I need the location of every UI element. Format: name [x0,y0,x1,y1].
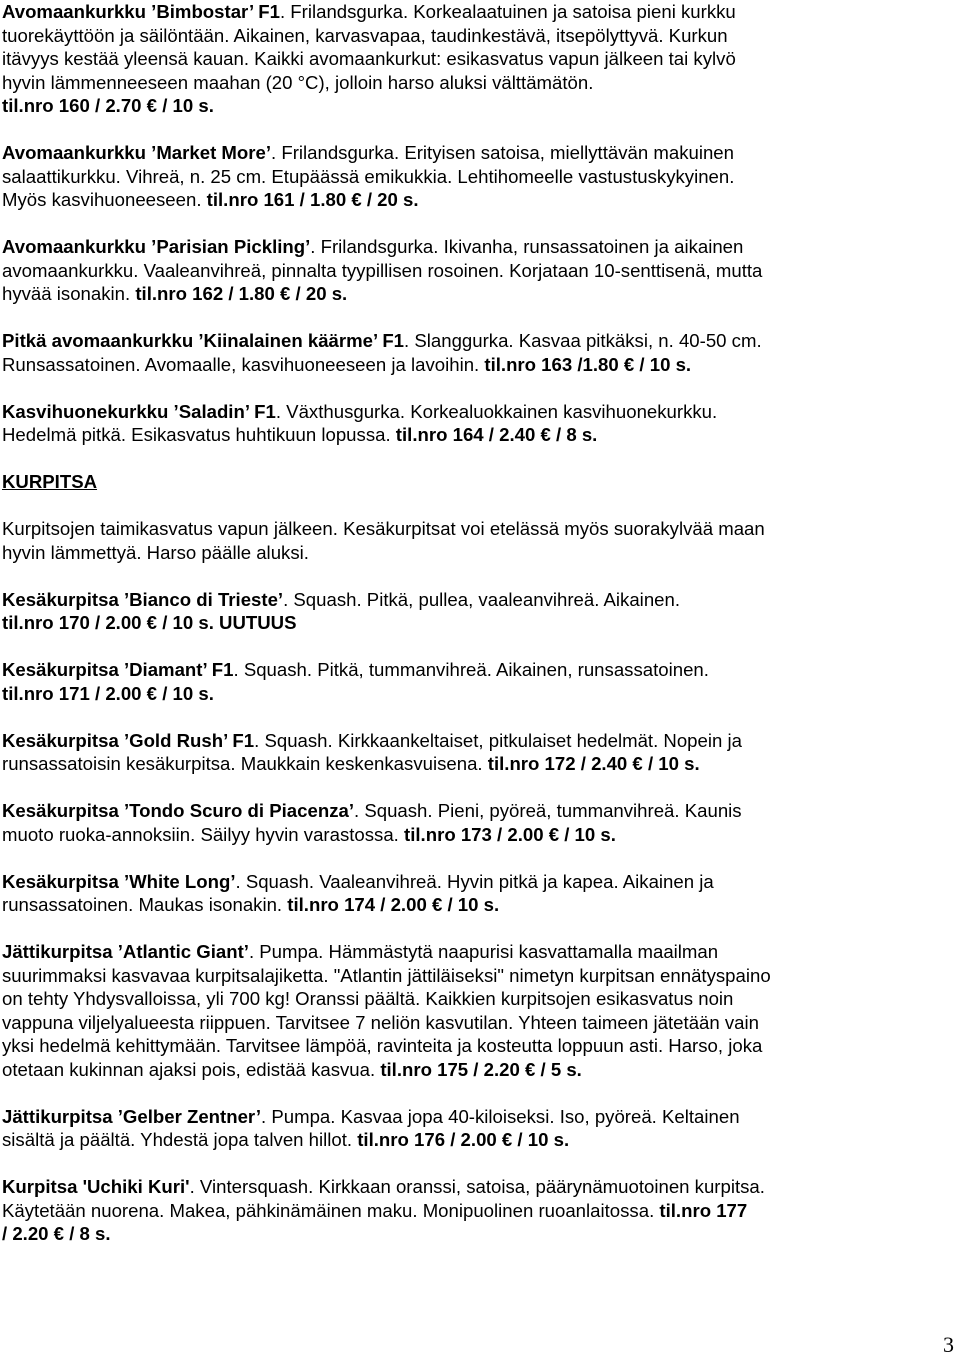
product-entry [2,870,952,917]
bold-text: Avomaankurkku ’Bimbostar’ F1 [2,1,280,22]
product-entry [2,400,952,447]
bold-text: Kesäkurpitsa ’Diamant’ F1 [2,659,234,680]
product-entry [2,658,952,705]
text-line [2,353,952,377]
text-line [2,1034,952,1058]
body-text: hyvin lämmenneeseen maahan (20 °C), jolloin harso aluksi välttämätön. [2,71,594,93]
body-text: on tehty Yhdysvalloissa, yli 700 kg! Oranssi päältä. Kaikkien kurpitsojen esikasvatus noin [2,988,734,1009]
body-text: . Vintersquash. Kirkkaan oranssi, satoisa, päärynämuotoinen kurpitsa. [189,1176,765,1197]
text-line [2,729,952,753]
body-text: sisältä ja päältä. Yhdestä jopa talven hillot. [2,1129,358,1150]
text-line [2,588,952,612]
bold-text: til.nro 164 / 2.40 € / 8 s. [395,424,598,445]
bold-text: til.nro 172 / 2.40 € / 10 s. [487,753,700,774]
text-line [2,47,952,71]
bold-text: til.nro 170 / 2.00 € / 10 s. UUTUUS [2,612,297,633]
text-line [2,282,952,306]
bold-text: Pitkä avomaankurkku ’Kiinalainen käärme’ F1 [2,330,405,351]
bold-text: til.nro 160 / 2.70 € / 10 s. [2,95,214,116]
bold-text: Kesäkurpitsa ’Tondo Scuro di Piacenza’ [2,800,354,821]
body-text: . Frilandsgurka. Ikivanha, runsassatoinen ja aikainen [310,236,744,257]
body-text: . Slanggurka. Kasvaa pitkäksi, n. 40-50 cm. [404,330,762,351]
text-line [2,682,952,706]
body-text: Myös kasvihuoneeseen. [2,189,207,210]
body-text: yksi hedelmä kehittymään. Tarvitsee lämpöä, ravinteita ja kosteutta loppuun asti. Harso, joka [2,1035,763,1056]
body-text: runsassatoisin kesäkurpitsa. Maukkain keskenkasvuisena. [2,753,488,774]
body-text: . Squash. Pitkä, tummanvihreä. Aikainen, runsassatoinen. [233,659,709,680]
text-line [2,1175,952,1199]
text-line [2,752,952,776]
product-entry [2,1105,952,1152]
text-line [2,1222,952,1246]
body-text: avomaankurkku. Vaaleanvihreä, pinnalta tyypillisen rosoinen. Korjataan 10-senttisenä, mutta [2,259,763,281]
body-text: otetaan kukinnan ajaksi pois, edistää kasvua. [2,1058,381,1080]
bold-text: til.nro 163 /1.80 € / 10 s. [484,353,692,375]
text-line [2,24,952,48]
product-entry [2,329,952,376]
text-line [2,1011,952,1035]
body-text: Hedelmä pitkä. Esikasvatus huhtikuun lopussa. [2,424,396,445]
product-entry [2,799,952,846]
body-text: . Squash. Pieni, pyöreä, tummanvihreä. Kaunis [354,800,742,821]
text-line [2,1105,952,1129]
text-line [2,1199,952,1223]
body-text: Kurpitsojen taimikasvatus vapun jälkeen. Kesäkurpitsat voi etelässä myös suorakylvää maan [2,518,765,539]
body-text: . Pumpa. Kasvaa jopa 40-kiloiseksi. Iso, pyöreä. Keltainen [261,1105,740,1127]
product-entry [2,588,952,635]
text-line [2,400,952,424]
product-entry [2,0,952,118]
text-line [2,893,952,917]
bold-text: til.nro 177 [659,1199,748,1221]
body-text: Runsassatoinen. Avomaalle, kasvihuoneeseen ja lavoihin. [2,353,485,375]
document-body [2,0,952,1269]
product-entry [2,1175,952,1246]
text-line [2,541,952,565]
body-text: . Squash. Pitkä, pullea, vaaleanvihreä. Aikainen. [283,588,681,610]
bold-text: Avomaankurkku ’Parisian Pickling’ [2,236,311,257]
text-line [2,94,952,118]
text-line [2,987,952,1011]
product-entry [2,940,952,1081]
bold-text: Kesäkurpitsa ’White Long’ [2,870,236,892]
product-entry [2,729,952,776]
body-text: runsassatoinen. Maukas isonakin. [2,894,288,915]
text-line [2,165,952,189]
bold-text: til.nro 176 / 2.00 € / 10 s. [357,1129,570,1150]
bold-text: til.nro 175 / 2.20 € / 5 s. [380,1058,582,1080]
body-text: . Pumpa. Hämmästytä naapurisi kasvattamalla maailman [248,941,719,962]
body-text: hyvää isonakin. [2,283,136,304]
text-line [2,658,952,682]
body-text: tuorekäyttöön ja säilöntään. Aikainen, karvasvapaa, taudinkestävä, itsepölyttyvä. Kurkun [2,24,728,46]
text-line [2,329,952,353]
body-text: . Växthusgurka. Korkealuokkainen kasvihuonekurkku. [275,400,718,422]
body-text: . Frilandsgurka. Erityisen satoisa, miellyttävän makuinen [271,142,734,163]
body-text: . Squash. Kirkkaankeltaiset, pitkulaiset hedelmät. Nopein ja [254,729,742,751]
product-entry [2,517,952,564]
product-entry [2,141,952,212]
bold-text: til.nro 161 / 1.80 € / 20 s. [206,189,419,210]
page-number: 3 [943,1332,954,1357]
body-text: vappuna viljelyalueesta riippuen. Tarvitsee 7 neliön kasvutilan. Yhteen taimeen jätetään vain [2,1011,759,1033]
text-line [2,423,952,447]
bold-text: Avomaankurkku ’Market More’ [2,142,272,163]
body-text: muoto ruoka-annoksiin. Säilyy hyvin varastossa. [2,823,405,845]
text-line [2,235,952,259]
bold-text: Kesäkurpitsa ’Bianco di Trieste’ [2,588,284,610]
text-line [2,799,952,823]
bold-text: til.nro 171 / 2.00 € / 10 s. [2,682,214,704]
bold-text: Kasvihuonekurkku ’Saladin’ F1 [2,400,276,422]
text-line [2,940,952,964]
text-line [2,611,952,635]
text-line [2,964,952,988]
text-line [2,1058,952,1082]
text-line [2,823,952,847]
text-line [2,71,952,95]
product-entry [2,235,952,306]
bold-text: Jättikurpitsa ’Gelber Zentner’ [2,1105,262,1127]
bold-text: til.nro 174 / 2.00 € / 10 s. [287,894,500,915]
text-line [2,517,952,541]
bold-text: Jättikurpitsa ’Atlantic Giant’ [2,941,249,962]
section-heading: KURPITSA [2,471,98,492]
bold-text: Kurpitsa 'Uchiki Kuri' [2,1176,190,1197]
text-line [2,259,952,283]
bold-text: til.nro 173 / 2.00 € / 10 s. [404,823,616,845]
body-text: . Squash. Vaaleanvihreä. Hyvin pitkä ja kapea. Aikainen ja [235,870,714,892]
body-text: salaattikurkku. Vihreä, n. 25 cm. Etupäässä emikukkia. Lehtihomeelle vastustuskykyinen. [2,165,735,187]
body-text: Käytetään nuorena. Makea, pähkinämäinen maku. Monipuolinen ruoanlaitossa. [2,1199,660,1221]
text-line [2,188,952,212]
bold-text: til.nro 162 / 1.80 € / 20 s. [135,283,348,304]
bold-text: / 2.20 € / 8 s. [2,1223,111,1244]
text-line [2,141,952,165]
body-text: suurimmaksi kasvavaa kurpitsalajiketta. "Atlantin jättiläiseksi" nimetyn kurpitsan ennätyspaino [2,964,771,986]
text-line [2,1128,952,1152]
body-text: itävyys kestää yleensä kauan. Kaikki avomaankurkut: esikasvatus vapun jälkeen tai kylvö [2,48,736,69]
text-line [2,0,952,24]
body-text: . Frilandsgurka. Korkealaatuinen ja satoisa pieni kurkku [279,1,736,22]
text-line [2,870,952,894]
body-text: hyvin lämmettyä. Harso päälle aluksi. [2,541,309,563]
bold-text: Kesäkurpitsa ’Gold Rush’ F1 [2,729,255,751]
